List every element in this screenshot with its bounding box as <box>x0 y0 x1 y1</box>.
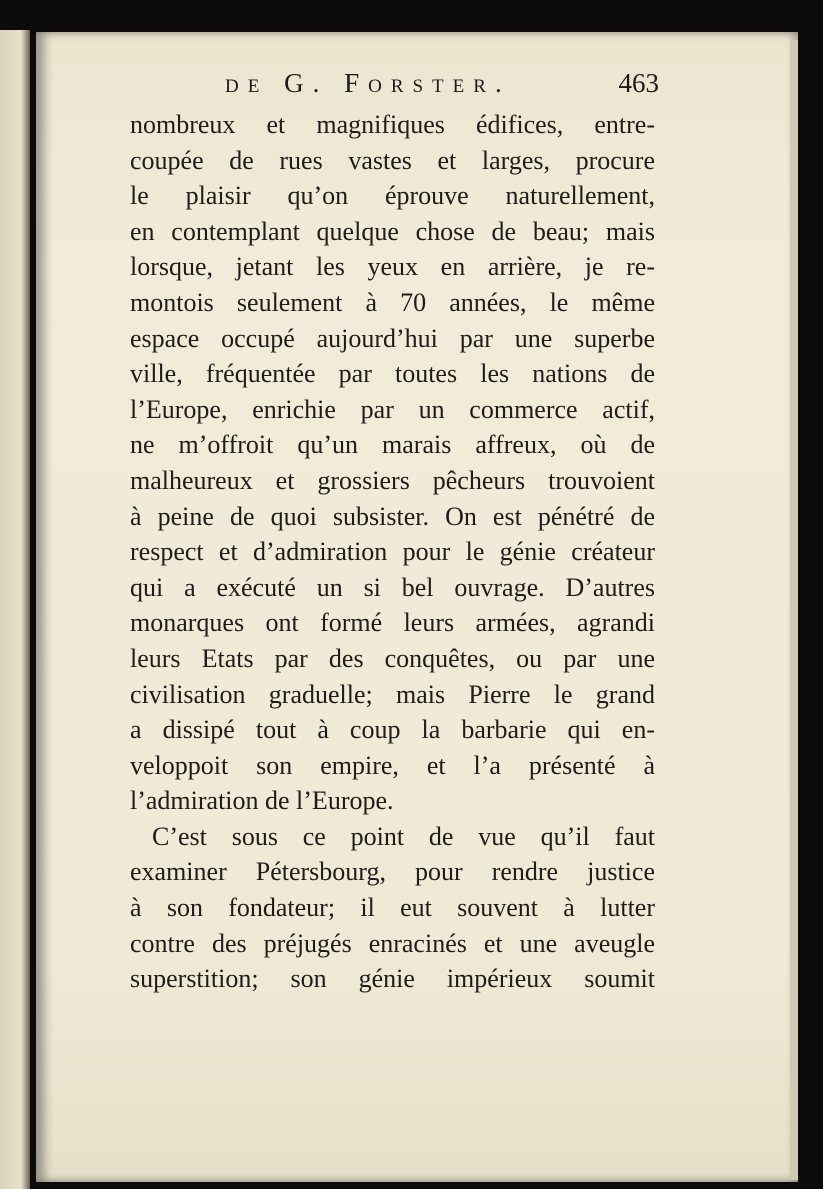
text-line: espace occupé aujourd’hui par une superbe <box>130 323 655 353</box>
page-fore-edge <box>790 40 798 1180</box>
text-line: à peine de quoi subsister. On est pénétré de <box>130 501 655 531</box>
text-line: civilisation graduelle; mais Pierre le grand <box>130 679 655 709</box>
paragraph-end-line: l’admiration de l’Europe. <box>130 786 394 816</box>
text-line: coupée de rues vastes et larges, procure <box>130 145 655 175</box>
text-line: contre des préjugés enracinés et une aveugle <box>130 928 655 958</box>
text-line: veloppoit son empire, et l’a présenté à <box>130 750 655 780</box>
text-line: ne m’offroit qu’un marais affreux, où de <box>130 430 655 460</box>
facing-page-edge <box>0 30 30 1189</box>
text-line: lorsque, jetant les yeux en arrière, je re- <box>130 252 655 282</box>
running-header <box>225 68 659 104</box>
text-line: montois seulement à 70 années, le même <box>130 287 655 317</box>
page-number: 463 <box>618 68 659 98</box>
text-line: respect et d’admiration pour le génie créateur <box>130 537 655 567</box>
text-line: nombreux et magnifiques édifices, entre- <box>130 110 655 139</box>
text-line: en contemplant quelque chose de beau; mais <box>130 216 655 246</box>
text-line: malheureux et grossiers pêcheurs trouvoient <box>130 465 655 495</box>
paragraph-start-line: C’est sous ce point de vue qu’il faut <box>152 821 655 851</box>
text-line: le plaisir qu’on éprouve naturellement, <box>130 181 655 211</box>
text-line: examiner Pétersbourg, pour rendre justice <box>130 857 655 887</box>
text-line: l’Europe, enrichie par un commerce actif, <box>130 394 655 424</box>
text-line: monarques ont formé leurs armées, agrandi <box>130 608 655 638</box>
running-title: de G. Forster. <box>225 68 511 98</box>
body-text <box>130 107 655 997</box>
text-line: ville, fréquentée par toutes les nations de <box>130 359 655 389</box>
text-line: qui a exécuté un si bel ouvrage. D’autres <box>130 572 655 602</box>
text-line: superstition; son génie impérieux soumit <box>130 964 655 994</box>
text-line: a dissipé tout à coup la barbarie qui en- <box>130 715 655 745</box>
text-line: à son fondateur; il eut souvent à lutter <box>130 893 655 923</box>
text-line: leurs Etats par des conquêtes, ou par une <box>130 643 655 673</box>
